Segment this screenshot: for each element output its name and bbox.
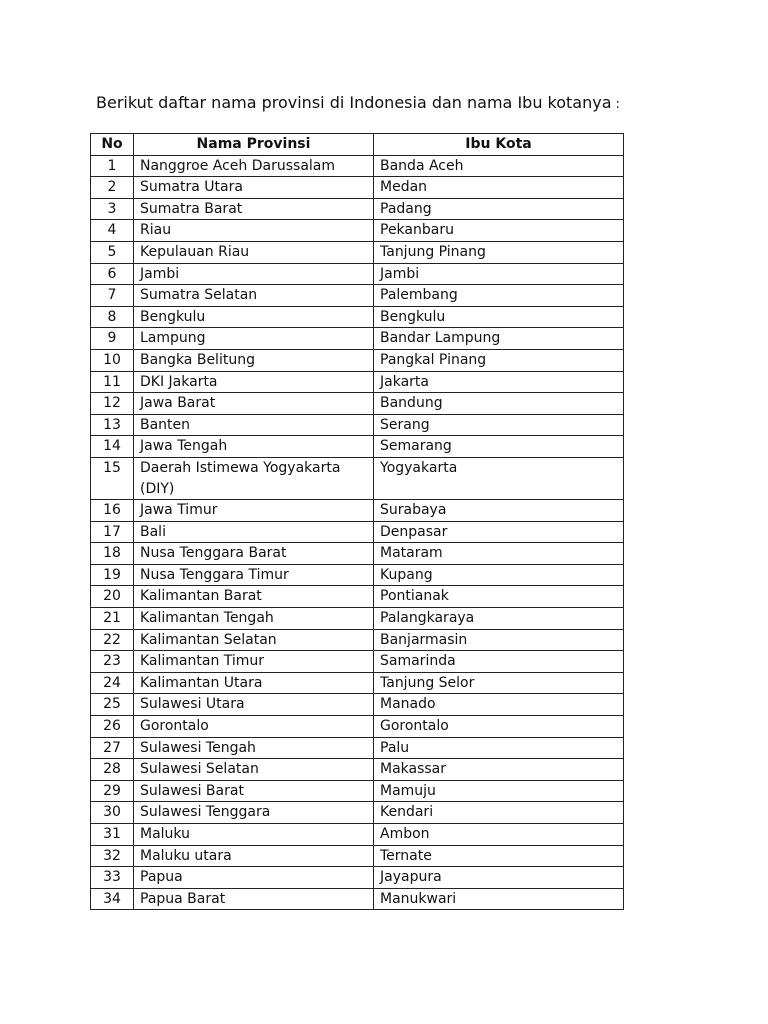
table-row <box>91 543 624 565</box>
table-row <box>91 500 624 522</box>
table-header <box>91 134 624 156</box>
cell-province: Papua <box>134 867 374 889</box>
cell-no: 28 <box>91 759 134 781</box>
cell-province: Jawa Barat <box>134 393 374 415</box>
cell-no: 12 <box>91 393 134 415</box>
cell-province: Kalimantan Selatan <box>134 629 374 651</box>
table-row <box>91 393 624 415</box>
table-row <box>91 177 624 199</box>
title-text: Berikut daftar nama provinsi di Indonesia dan nama Ibu kotanya <box>96 93 612 112</box>
table-body <box>91 155 624 910</box>
cell-no: 9 <box>91 328 134 350</box>
cell-capital: Serang <box>374 414 624 436</box>
header-capital: Ibu Kota <box>374 134 624 156</box>
cell-capital: Pekanbaru <box>374 220 624 242</box>
cell-province: Maluku <box>134 824 374 846</box>
table-row <box>91 241 624 263</box>
table-row <box>91 586 624 608</box>
cell-province: Gorontalo <box>134 716 374 738</box>
table-row <box>91 759 624 781</box>
title-colon: : <box>615 97 620 112</box>
cell-province: Riau <box>134 220 374 242</box>
cell-province: Papua Barat <box>134 888 374 910</box>
cell-no: 21 <box>91 608 134 630</box>
cell-province: Sulawesi Barat <box>134 780 374 802</box>
cell-capital: Semarang <box>374 436 624 458</box>
cell-province: Jawa Tengah <box>134 436 374 458</box>
header-row <box>91 134 624 156</box>
cell-province: Jambi <box>134 263 374 285</box>
cell-province: Sulawesi Tengah <box>134 737 374 759</box>
cell-no: 27 <box>91 737 134 759</box>
cell-capital: Bengkulu <box>374 306 624 328</box>
cell-capital: Jambi <box>374 263 624 285</box>
table-row <box>91 802 624 824</box>
table-row <box>91 371 624 393</box>
header-no: No <box>91 134 134 156</box>
cell-province: Sulawesi Utara <box>134 694 374 716</box>
cell-no: 25 <box>91 694 134 716</box>
cell-no: 5 <box>91 241 134 263</box>
cell-province: Nusa Tenggara Timur <box>134 564 374 586</box>
cell-no: 23 <box>91 651 134 673</box>
cell-no: 1 <box>91 155 134 177</box>
cell-province: Kalimantan Timur <box>134 651 374 673</box>
cell-province: Maluku utara <box>134 845 374 867</box>
table-row <box>91 651 624 673</box>
cell-no: 14 <box>91 436 134 458</box>
document-title <box>96 93 620 112</box>
table-row <box>91 198 624 220</box>
cell-capital: Samarinda <box>374 651 624 673</box>
cell-province: Kalimantan Tengah <box>134 608 374 630</box>
cell-no: 10 <box>91 349 134 371</box>
table-row <box>91 263 624 285</box>
table-row <box>91 608 624 630</box>
cell-province: Bali <box>134 521 374 543</box>
cell-no: 31 <box>91 824 134 846</box>
cell-province: Bangka Belitung <box>134 349 374 371</box>
cell-no: 30 <box>91 802 134 824</box>
cell-no: 8 <box>91 306 134 328</box>
cell-province: Banten <box>134 414 374 436</box>
cell-no: 32 <box>91 845 134 867</box>
table-row <box>91 521 624 543</box>
table-row <box>91 285 624 307</box>
cell-no: 17 <box>91 521 134 543</box>
table-row <box>91 780 624 802</box>
cell-no: 7 <box>91 285 134 307</box>
table-row <box>91 155 624 177</box>
table-row <box>91 737 624 759</box>
cell-capital: Tanjung Pinang <box>374 241 624 263</box>
cell-no: 18 <box>91 543 134 565</box>
cell-no: 15 <box>91 457 134 499</box>
cell-capital: Banjarmasin <box>374 629 624 651</box>
table-row <box>91 694 624 716</box>
cell-capital: Mataram <box>374 543 624 565</box>
cell-no: 22 <box>91 629 134 651</box>
cell-province: Nanggroe Aceh Darussalam <box>134 155 374 177</box>
table-row <box>91 867 624 889</box>
cell-capital: Banda Aceh <box>374 155 624 177</box>
table-row <box>91 414 624 436</box>
cell-capital: Medan <box>374 177 624 199</box>
cell-capital: Ternate <box>374 845 624 867</box>
table-row <box>91 349 624 371</box>
cell-province: Sumatra Selatan <box>134 285 374 307</box>
cell-no: 13 <box>91 414 134 436</box>
header-province: Nama Provinsi <box>134 134 374 156</box>
table-row <box>91 436 624 458</box>
cell-capital: Manado <box>374 694 624 716</box>
province-table <box>90 133 624 910</box>
cell-province: DKI Jakarta <box>134 371 374 393</box>
cell-capital: Surabaya <box>374 500 624 522</box>
cell-no: 33 <box>91 867 134 889</box>
table-row <box>91 220 624 242</box>
cell-capital: Ambon <box>374 824 624 846</box>
cell-capital: Tanjung Selor <box>374 672 624 694</box>
cell-province: Kalimantan Barat <box>134 586 374 608</box>
cell-capital: Makassar <box>374 759 624 781</box>
table-row <box>91 888 624 910</box>
table-row <box>91 845 624 867</box>
cell-no: 16 <box>91 500 134 522</box>
cell-province: Bengkulu <box>134 306 374 328</box>
cell-capital: Mamuju <box>374 780 624 802</box>
cell-capital: Manukwari <box>374 888 624 910</box>
table-row <box>91 564 624 586</box>
table-row <box>91 672 624 694</box>
cell-province: Sulawesi Selatan <box>134 759 374 781</box>
table-row <box>91 629 624 651</box>
cell-province: Sumatra Utara <box>134 177 374 199</box>
table-row <box>91 306 624 328</box>
cell-province: Nusa Tenggara Barat <box>134 543 374 565</box>
cell-province: Jawa Timur <box>134 500 374 522</box>
cell-capital: Kendari <box>374 802 624 824</box>
cell-capital: Bandar Lampung <box>374 328 624 350</box>
cell-no: 11 <box>91 371 134 393</box>
table-row <box>91 824 624 846</box>
cell-capital: Palangkaraya <box>374 608 624 630</box>
cell-no: 24 <box>91 672 134 694</box>
cell-no: 4 <box>91 220 134 242</box>
cell-capital: Denpasar <box>374 521 624 543</box>
cell-capital: Palu <box>374 737 624 759</box>
cell-province: Kepulauan Riau <box>134 241 374 263</box>
cell-province: Daerah Istimewa Yogyakarta (DIY) <box>134 457 374 499</box>
cell-province: Sulawesi Tenggara <box>134 802 374 824</box>
cell-capital: Bandung <box>374 393 624 415</box>
cell-capital: Pangkal Pinang <box>374 349 624 371</box>
cell-capital: Jayapura <box>374 867 624 889</box>
cell-province: Sumatra Barat <box>134 198 374 220</box>
cell-no: 19 <box>91 564 134 586</box>
cell-province: Lampung <box>134 328 374 350</box>
table-row <box>91 328 624 350</box>
cell-capital: Yogyakarta <box>374 457 624 499</box>
cell-no: 26 <box>91 716 134 738</box>
cell-no: 2 <box>91 177 134 199</box>
table-row <box>91 716 624 738</box>
cell-no: 34 <box>91 888 134 910</box>
cell-capital: Jakarta <box>374 371 624 393</box>
cell-capital: Palembang <box>374 285 624 307</box>
cell-no: 6 <box>91 263 134 285</box>
cell-no: 3 <box>91 198 134 220</box>
cell-province: Kalimantan Utara <box>134 672 374 694</box>
cell-capital: Padang <box>374 198 624 220</box>
cell-no: 29 <box>91 780 134 802</box>
cell-capital: Pontianak <box>374 586 624 608</box>
cell-capital: Gorontalo <box>374 716 624 738</box>
cell-capital: Kupang <box>374 564 624 586</box>
cell-no: 20 <box>91 586 134 608</box>
table-row <box>91 457 624 499</box>
